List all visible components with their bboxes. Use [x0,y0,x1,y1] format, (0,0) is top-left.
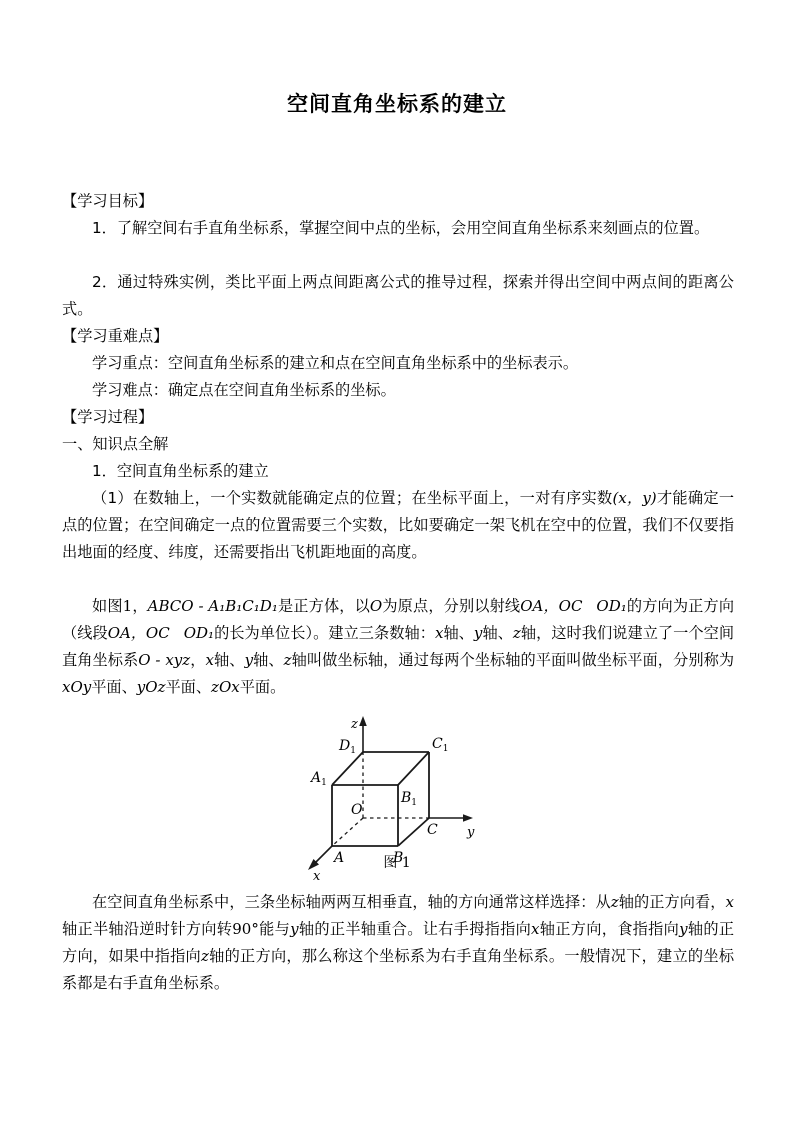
p3-text-h: 轴的正方向，那么称这个坐标系为右手直角坐标系。一般情况下，建立的坐标系都是右手直角坐标系。 [62,947,735,992]
ray-oc-math: OC [558,597,583,615]
ray-oa-math: OA， [520,597,559,615]
axis-x-math-2: x [205,651,214,669]
ordered-pair-math: (x，y) [612,489,657,507]
figure-ref-number: 1 [122,597,133,615]
p2-text-e: 的方向为正方向（线段 [62,597,735,642]
figure-caption-number: 1 [401,855,411,871]
cube-label-math: ABCO - A₁B₁C₁D₁ [147,597,278,615]
p2-text-g: 轴、 [443,624,474,642]
p2-text-a: 如图 [92,597,123,615]
p2-text-f: 的长为单位长）。建立三条数轴： [214,624,435,642]
p3-text-f: 轴正方向，食指指向 [539,920,680,938]
keypoints-heading: 【学习重难点】 [62,327,169,345]
vertex-label-c1: $C_1$ [432,736,449,754]
p2-text-i: 轴，这时我们说建立了一个空间直角坐标系 [62,624,735,669]
rotation-degrees: 90° [232,920,259,938]
p3-text-c: 轴正半轴沿逆时针方向转 [62,920,233,938]
knowledge-item-1: 1．空间直角坐标系的建立 [92,462,269,480]
p3-axis-y-2: y [679,920,688,938]
objectives-heading: 【学习目标】 [62,192,154,210]
y-axis-arrow [463,814,473,822]
p2-text-d: 为原点，分别以射线 [382,597,521,615]
p3-text-d: 能与 [258,920,291,938]
part-one-heading: 一、知识点全解 [62,435,169,453]
p2-text-b: ， [132,597,148,615]
axis-y-math: y [473,624,483,642]
vertex-label-o: O [351,802,363,818]
p1-text-a: （1）在数轴上，一个实数就能确定点的位置；在坐标平面上，一对有序实数 [92,489,613,507]
p3-text-b: 轴的正方向看， [618,893,726,911]
p3-axis-z: z [610,893,619,911]
segment-oc-math: OC [145,624,170,642]
segment-od1-math: OD₁ [183,624,215,642]
axis-x-math: x [434,624,444,642]
p2-text-c: 是正方体，以 [277,597,370,615]
coordinate-system-math: O - xyz [138,651,191,669]
axis-z-math: z [512,624,521,642]
p2-text-h: 轴、 [482,624,513,642]
edge-a1-d1 [332,752,363,785]
p1-text-b: 才能确定一点的位置；在空间确定一点的位置需要三个实数，比如要确定一架飞机在空中的位置，我们不仅要指出地面的经度、纬度，还需要指出飞机距地面的高度。 [62,489,735,561]
page-title: 空间直角坐标系的建立 [287,91,507,116]
edge-b-c [398,818,429,846]
p3-axis-x-2: x [531,920,540,938]
p2-text-n: 平面、 [91,678,137,696]
p3-axis-z-2: z [201,947,209,965]
axis-label-y: y [467,825,475,840]
axis-z-math-2: z [283,651,292,669]
vertex-label-c: C [427,822,438,838]
p2-text-m: 轴叫做坐标轴，通过每两个坐标轴的平面叫做坐标平面，分别称为 [291,651,735,669]
p3-axis-y: y [290,920,299,938]
paragraph-number-line [62,485,734,566]
plane-xoy-math: xOy [62,678,92,696]
p2-text-j: ， [190,651,206,669]
axis-label-x: x [313,869,321,884]
learning-focus: 学习重点：空间直角坐标系的建立和点在空间直角坐标系中的坐标表示。 [92,354,578,372]
vertex-label-d1: $D_1$ [339,738,356,756]
objective-item-2: 2．通过特殊实例，类比平面上两点间距离公式的推导过程，探索并得出空间中两点间的距离公式。 [62,273,734,318]
segment-oa-math: OA， [107,624,146,642]
edge-b1-c1 [398,752,429,785]
p2-text-k: 轴、 [213,651,245,669]
vertex-label-a1: $A_1$ [311,770,327,788]
z-axis-arrow [359,716,367,726]
objective-item-1: 1．了解空间右手直角坐标系，掌握空间中点的坐标，会用空间直角坐标系来刻画点的位置。 [92,219,710,237]
p2-text-o: 平面、 [165,678,212,696]
plane-yoz-math: yOz [136,678,166,696]
process-heading: 【学习过程】 [62,408,154,426]
p3-text-g: 轴的正方向，如果中指指向 [62,920,735,965]
ray-od1-math: OD₁ [596,597,627,615]
plane-zox-math: zOx [211,678,240,696]
figure-caption-label: 图 [383,855,398,871]
vertex-label-b: B [393,850,404,866]
p3-axis-x: x [725,893,735,911]
p2-text-p: 平面。 [239,678,286,696]
p2-text-l: 轴、 [253,651,284,669]
vertex-label-b1: $B_1$ [401,790,418,808]
axis-label-z: z [351,717,358,732]
paragraph-figure-description [62,593,734,701]
vertex-label-a: A [334,850,345,866]
origin-math: O [369,597,383,615]
p3-text-e: 轴的正半轴重合。让右手拇指指向 [298,920,532,938]
p3-text-a: 在空间直角坐标系中，三条坐标轴两两互相垂直，轴的方向通常这样选择：从 [92,893,611,911]
edge-o-a-dashed [332,818,363,846]
paragraph-right-hand-rule [62,889,734,997]
learning-difficulty: 学习难点：确定点在空间直角坐标系的坐标。 [92,381,396,399]
axis-y-math-2: y [244,651,254,669]
figure-caption [0,852,794,872]
